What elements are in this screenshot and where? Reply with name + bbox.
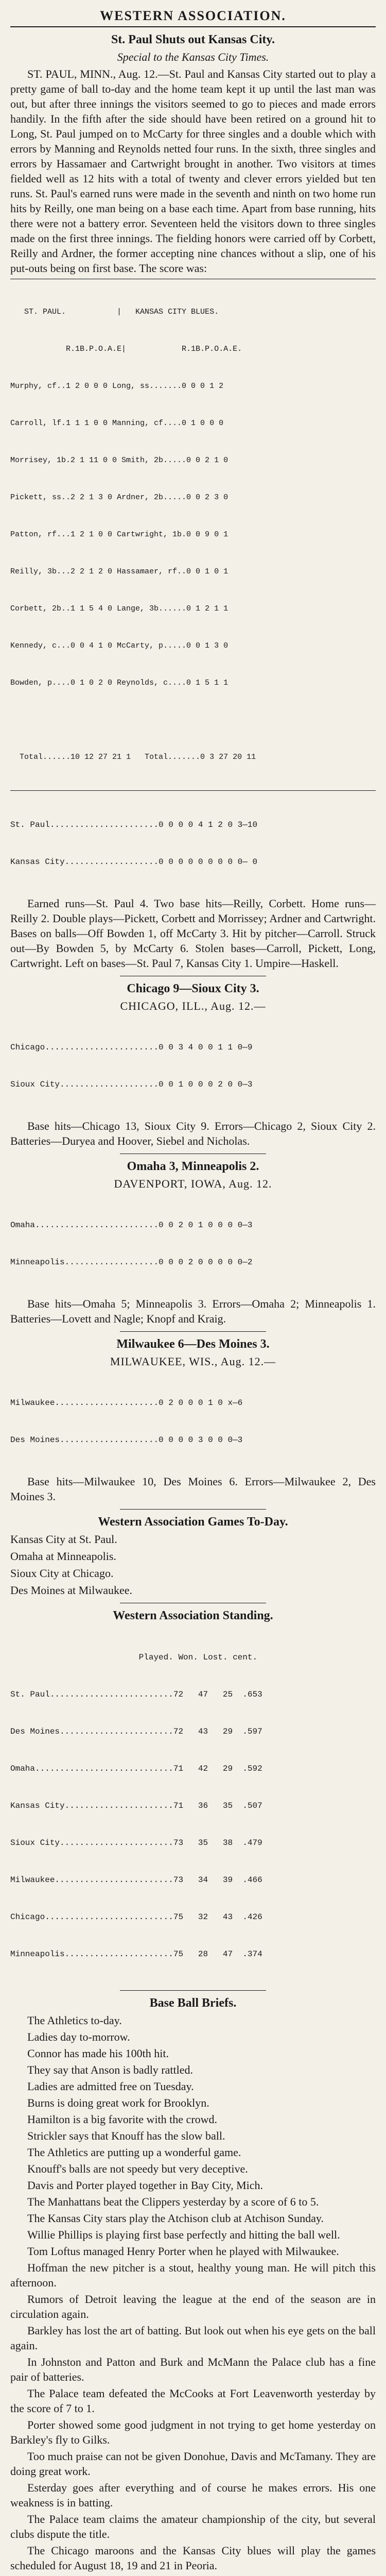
brief-item: The Manhattans beat the Clippers yesterday by a score of 6 to 5. bbox=[27, 2195, 319, 2208]
standing-row: Omaha............................71 42 29 .592 bbox=[10, 1764, 262, 1773]
brief-item: In Johnston and Patton and Burk and McMann the Palace club has a fine pair of batteries. bbox=[10, 2355, 376, 2383]
standing-row: Minneapolis......................75 28 47 .374 bbox=[10, 1950, 262, 1959]
line-score bbox=[10, 794, 376, 893]
schedule-line: Sioux City at Chicago. bbox=[10, 1567, 114, 1580]
game-summary: Base hits—Chicago 13, Sioux City 9. Errors—Chicago 2, Sioux City 2. Batteries—Duryea and Hoover, Siebel and Nicholas. bbox=[10, 1120, 376, 1147]
box-score-spacer bbox=[10, 714, 376, 726]
schedule-line: Kansas City at St. Paul. bbox=[10, 1533, 117, 1546]
line-score bbox=[10, 1016, 376, 1115]
brief-item: The Chicago maroons and the Kansas City blues will play the games scheduled for August 18, 19 and 21 in Peoria. bbox=[10, 2544, 376, 2572]
brief-item: The Palace team claims the amateur championship of the city, but several clubs dispute the title. bbox=[10, 2513, 376, 2540]
brief-item: Porter showed some good judgment in not trying to get home yesterday on Barkley's fly to Gilks. bbox=[10, 2418, 376, 2446]
schedule-line: Des Moines at Milwaukee. bbox=[10, 1584, 133, 1597]
headline-chicago-sioux-city: Chicago 9—Sioux City 3. bbox=[127, 982, 259, 995]
briefs-list bbox=[10, 2013, 376, 2576]
standing-header: Played. Won. Lost. cent. bbox=[10, 1653, 258, 1662]
headline-standing: Western Association Standing. bbox=[113, 1609, 273, 1622]
divider bbox=[120, 1331, 266, 1332]
schedule-line: Omaha at Minneapolis. bbox=[10, 1550, 116, 1563]
box-score-line: Reilly, 3b...2 2 1 2 0 Hassamaer, rf..0 0 1 0 1 bbox=[10, 567, 229, 576]
standing-row: Sioux City.......................73 35 38 .479 bbox=[10, 1838, 262, 1848]
dateline: MILWAUKEE, WIS., Aug. 12.— bbox=[110, 1355, 276, 1368]
brief-item: Tom Loftus managed Henry Porter when he played with Milwaukee. bbox=[27, 2245, 339, 2258]
line-score-row: Kansas City...................0 0 0 0 0 0 0 0 0— 0 bbox=[10, 857, 258, 867]
brief-item: Connor has made his 100th hit. bbox=[27, 2047, 169, 2060]
brief-item: Barkley has lost the art of batting. But look out when his eye gets on the ball again. bbox=[10, 2324, 376, 2352]
standing-table bbox=[10, 1626, 376, 1985]
standing-row: Des Moines.......................72 43 29 .597 bbox=[10, 1727, 262, 1736]
box-score-line: Kennedy, c...0 0 4 1 0 McCarty, p.....0 0 1 3 0 bbox=[10, 641, 229, 650]
brief-item: Hoffman the new pitcher is a stout, healthy young man. He will pitch this afternoon. bbox=[10, 2261, 376, 2289]
divider bbox=[120, 1990, 266, 1991]
line-score bbox=[10, 1372, 376, 1471]
game-summary: Earned runs—St. Paul 4. Two base hits—Reilly, Corbett. Home runs—Reilly 2. Double plays—Pickett, Corbett and Morrissey; Ardner and Cartwright. Bases on balls—Off Bowden 1, off McCarty 3. Hit by pitcher—Carroll. Struck out—By Bowden 5, by McCarty 6. Stolen bases—Carroll, Pickett, Long, Cartwright. Left on bases—St. Paul 7, Kansas City 1. Umpire—Haskell. bbox=[10, 897, 376, 970]
line-score bbox=[10, 1194, 376, 1293]
brief-item: Too much praise can not be given Donohue, Davis and McTamany. They are doing great work. bbox=[10, 2450, 376, 2478]
brief-item: Ladies are admitted free on Tuesday. bbox=[27, 2080, 194, 2093]
box-score-line: Pickett, ss..2 2 1 3 0 Ardner, 2b.....0 0 2 3 0 bbox=[10, 493, 229, 502]
box-score-line: R.1B.P.O.A.E| R.1B.P.O.A.E. bbox=[10, 345, 242, 353]
standing-row: Milwaukee........................73 34 39 .466 bbox=[10, 1875, 262, 1885]
box-score-line: Murphy, cf..1 2 0 0 0 Long, ss.......0 0 0 1 2 bbox=[10, 382, 224, 391]
line-score-row: Chicago.......................0 0 3 4 0 0 1 1 0—9 bbox=[10, 1043, 253, 1052]
brief-item: Knouff's balls are not speedy but very deceptive. bbox=[27, 2162, 248, 2175]
box-score-line: Carroll, lf.1 1 1 0 0 Manning, cf....0 1 0 0 0 bbox=[10, 419, 224, 428]
brief-item: Rumors of Detroit leaving the league at the end of the season are in circulation again. bbox=[10, 2293, 376, 2320]
box-score-line: Corbett, 2b..1 1 5 4 0 Lange, 3b......0 1 2 1 1 bbox=[10, 604, 229, 613]
box-score bbox=[10, 279, 376, 791]
brief-item: Willie Phillips is playing first base perfectly and hitting the ball well. bbox=[27, 2228, 340, 2241]
standing-row: Chicago..........................75 32 43 .426 bbox=[10, 1912, 262, 1922]
section-masthead: WESTERN ASSOCIATION. bbox=[10, 8, 376, 27]
game-summary: Base hits—Omaha 5; Minneapolis 3. Errors—Omaha 2; Minneapolis 1. Batteries—Lovett and Nagle; Knopf and Kraig. bbox=[10, 1297, 376, 1325]
brief-item: The Palace team defeated the McCooks at Fort Leavenworth yesterday by the score of 7 to 1. bbox=[10, 2387, 376, 2415]
brief-item bbox=[10, 2574, 376, 2576]
brief-item: The Athletics to-day. bbox=[27, 2014, 122, 2027]
box-score-line: Bowden, p....0 1 0 2 0 Reynolds, c....0 1 5 1 1 bbox=[10, 679, 229, 687]
brief-item: The Kansas City stars play the Atchison club at Atchison Sunday. bbox=[27, 2212, 324, 2225]
line-score-row: Milwaukee.....................0 2 0 0 0 1 0 x—6 bbox=[10, 1398, 243, 1408]
box-score-line: ST. PAUL. | KANSAS CITY BLUES. bbox=[10, 308, 219, 316]
brief-item: Hamilton is a big favorite with the crowd. bbox=[27, 2113, 218, 2126]
line-score-row: Des Moines....................0 0 0 0 3 0 0 0—3 bbox=[10, 1435, 243, 1445]
brief-item: Davis and Porter played together in Bay City, Mich. bbox=[27, 2179, 264, 2192]
box-score-line: Patton, rf...1 2 1 0 0 Cartwright, 1b.0 0 9 0 1 bbox=[10, 530, 229, 539]
divider bbox=[120, 1509, 266, 1510]
standing-row: St. Paul.........................72 47 25 .653 bbox=[10, 1690, 262, 1699]
standing-row: Kansas City......................71 36 35 .507 bbox=[10, 1801, 262, 1810]
headline-milwaukee-des-moines: Milwaukee 6—Des Moines 3. bbox=[116, 1337, 270, 1351]
brief-item: Esterday goes after everything and of course he makes errors. His one weakness is in batting. bbox=[10, 2481, 376, 2509]
headline-st-paul-kansas-city: St. Paul Shuts out Kansas City. bbox=[111, 33, 275, 46]
brief-item: Strickler says that Knouff has the slow ball. bbox=[27, 2129, 225, 2142]
brief-item: They say that Anson is badly rattled. bbox=[27, 2063, 193, 2076]
line-score-row: Sioux City....................0 0 1 0 0 0 2 0 0—3 bbox=[10, 1080, 253, 1089]
line-score-row: Omaha.........................0 0 2 0 1 0 0 0 0—3 bbox=[10, 1221, 253, 1230]
dateline: CHICAGO, ILL., Aug. 12.— bbox=[120, 999, 266, 1012]
headline-games-today: Western Association Games To-Day. bbox=[98, 1515, 288, 1529]
brief-item: Burns is doing great work for Brooklyn. bbox=[27, 2096, 209, 2109]
box-score-totals: Total......10 12 27 21 1 Total.......0 3 27 20 11 bbox=[10, 753, 256, 761]
game-summary: Base hits—Milwaukee 10, Des Moines 6. Errors—Milwaukee 2, Des Moines 3. bbox=[10, 1475, 376, 1503]
box-score-line: Morrisey, 1b.2 1 11 0 0 Smith, 2b.....0 0 2 1 0 bbox=[10, 456, 229, 465]
special-byline: Special to the Kansas City Times. bbox=[117, 50, 269, 63]
line-score-row: St. Paul......................0 0 0 0 4 1 2 0 3—10 bbox=[10, 820, 258, 829]
dateline: DAVENPORT, IOWA, Aug. 12. bbox=[114, 1177, 272, 1190]
headline-briefs: Base Ball Briefs. bbox=[149, 1996, 237, 2010]
line-score-row: Minneapolis...................0 0 0 2 0 0 0 0 0—2 bbox=[10, 1258, 253, 1267]
headline-omaha-minneapolis: Omaha 3, Minneapolis 2. bbox=[127, 1160, 259, 1173]
brief-item: Ladies day to-morrow. bbox=[27, 2030, 130, 2043]
brief-item: The Athletics are putting up a wonderful game. bbox=[27, 2146, 241, 2159]
story-body-st-paul: ST. PAUL, MINN., Aug. 12.—St. Paul and Kansas City started out to play a pretty game of ball to-day and the home team kept it up until the last man was out, but after three innings the visitors seemed to go to pieces and made errors handily. In the fifth after the side should have been retired on a ground hit to Long, St. Paul jumped on to McCarty for three singles and a double which with errors by Manning and Reynolds netted four runs. In the sixth, three singles and errors by Hassamaer and Cartwright brought in another. Two visitors at times fielded well as 12 hits with a total of twenty and clever errors yielded but ten runs. St. Paul's earned runs were made in the seventh and ninth on two home run hits by Reilly, one man being on a base each time. Apart from base running, hits there were not a battery error. Seventeen held the visitors down to three singles made on the first three innings. The fielding honors were carried off by Corbett, Reilly and Ardner, the former accepting nine chances without a slip, one of his put-outs being on first base. The score was: bbox=[10, 67, 376, 275]
